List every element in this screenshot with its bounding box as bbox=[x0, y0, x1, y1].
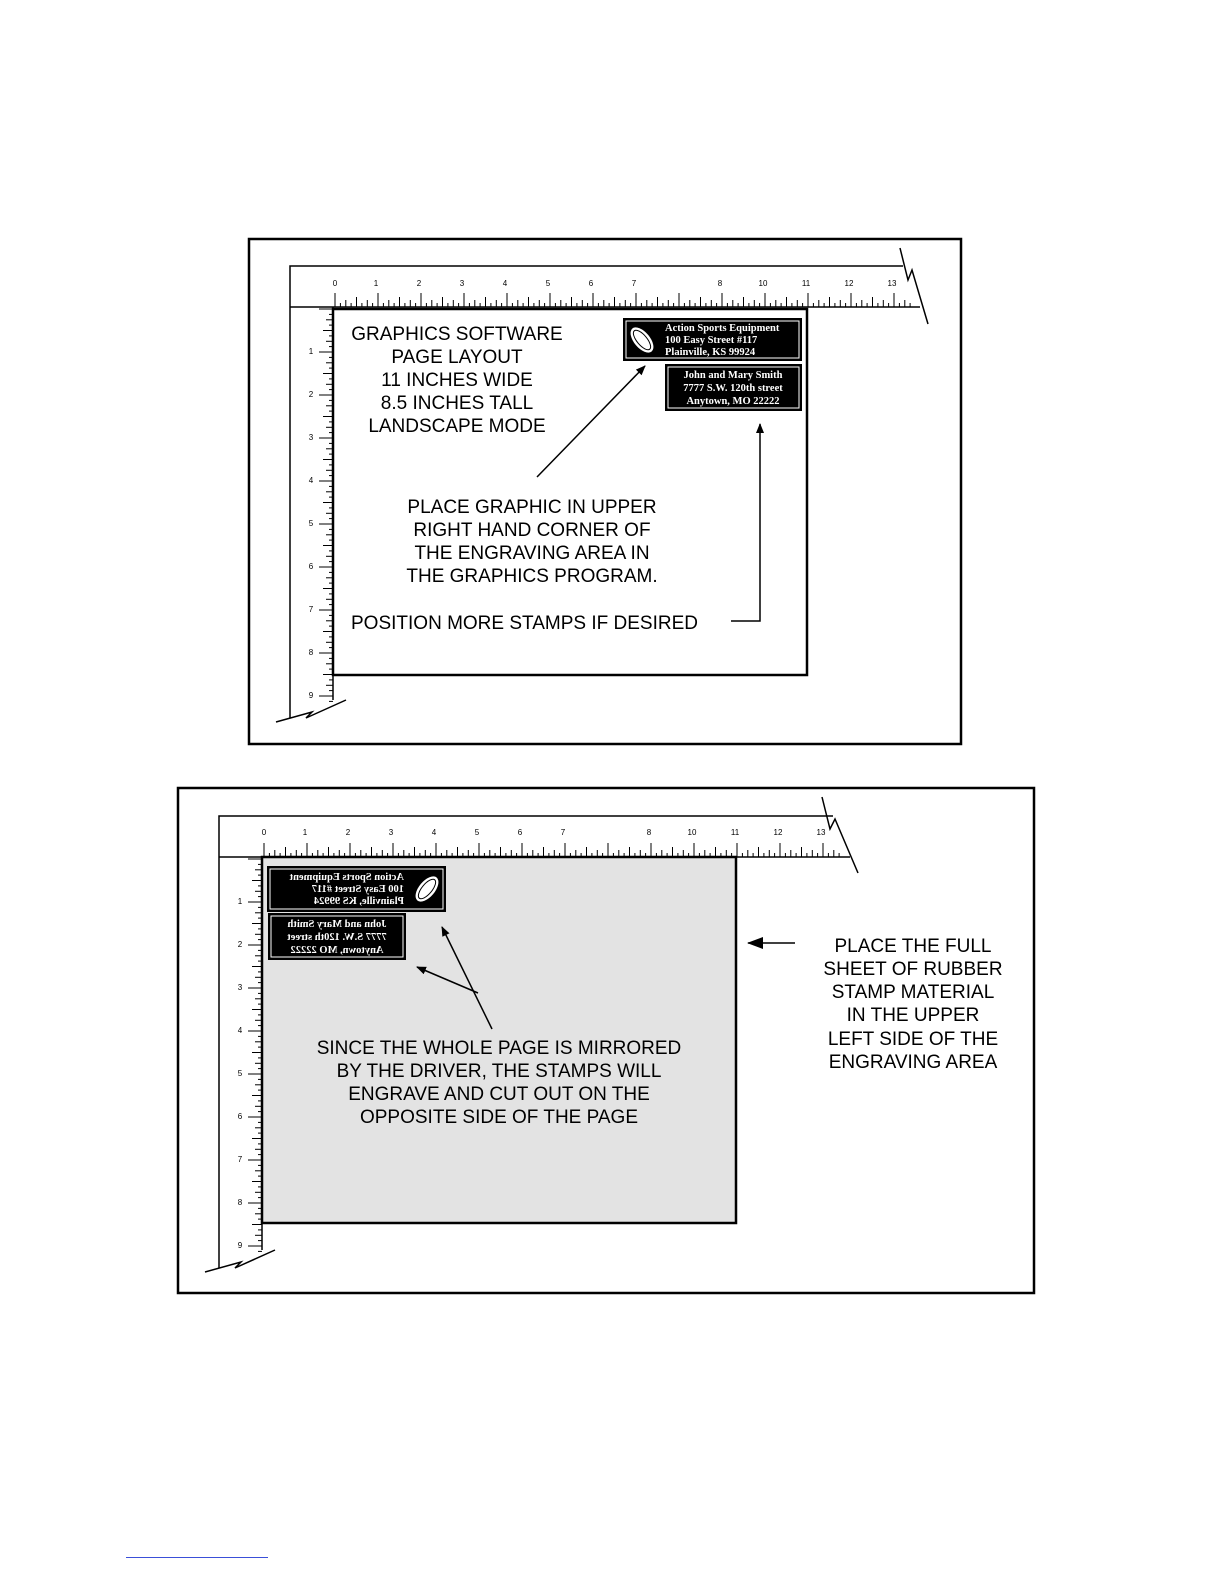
ruler-number: 7 bbox=[308, 605, 314, 614]
layout-line: LANDSCAPE MODE bbox=[368, 416, 546, 437]
ruler-number: 4 bbox=[502, 279, 508, 288]
ruler-number: 2 bbox=[308, 390, 314, 399]
ruler-number: 1 bbox=[302, 828, 308, 837]
more-stamps-label: POSITION MORE STAMPS IF DESIRED bbox=[351, 613, 698, 634]
stamp-line: John and Mary Smith bbox=[683, 370, 783, 381]
diagram-1-stamp-action-sports bbox=[623, 318, 802, 361]
mirror-line: ENGRAVE AND CUT OUT ON THE bbox=[348, 1084, 650, 1105]
ruler-number: 4 bbox=[237, 1026, 243, 1035]
diagram-2-place-text bbox=[823, 936, 1002, 1073]
ruler-number: 9 bbox=[308, 691, 314, 700]
place-line: STAMP MATERIAL bbox=[831, 982, 995, 1003]
ruler-number: 3 bbox=[459, 279, 465, 288]
ruler-number: 7 bbox=[631, 279, 637, 288]
ruler-number: 3 bbox=[237, 983, 243, 992]
stamp-line: 7777 S.W. 120th street bbox=[287, 932, 387, 943]
diagram-1-layout-text bbox=[351, 324, 562, 437]
instruction-line: RIGHT HAND CORNER OF bbox=[413, 520, 651, 541]
instruction-line: THE GRAPHICS PROGRAM. bbox=[406, 566, 658, 587]
ruler-number: 5 bbox=[237, 1069, 243, 1078]
ruler-number: 8 bbox=[646, 828, 652, 837]
ruler-number: 0 bbox=[261, 828, 267, 837]
place-line: PLACE THE FULL bbox=[834, 936, 992, 957]
mirror-line: SINCE THE WHOLE PAGE IS MIRRORED bbox=[316, 1038, 682, 1059]
stamp-line: 100 Easy Street #117 bbox=[311, 884, 404, 895]
ruler-number: 11 bbox=[801, 279, 811, 288]
mirror-line: OPPOSITE SIDE OF THE PAGE bbox=[359, 1107, 639, 1128]
diagram-1-side-ruler-numbers bbox=[309, 347, 314, 700]
ruler-number: 8 bbox=[308, 648, 314, 657]
place-line: LEFT SIDE OF THE bbox=[827, 1029, 999, 1050]
ruler-number: 8 bbox=[237, 1198, 243, 1207]
diagram-2-stamp-john-mary-mirrored bbox=[268, 913, 406, 960]
ruler-number: 2 bbox=[345, 828, 351, 837]
stamp-line: John and Mary Smith bbox=[287, 919, 387, 930]
place-line: ENGRAVING AREA bbox=[828, 1052, 998, 1073]
diagram-2-stamp-action-sports-mirrored bbox=[267, 866, 446, 912]
layout-line: PAGE LAYOUT bbox=[391, 347, 523, 368]
stamp-line: Plainville, KS 99924 bbox=[313, 896, 404, 907]
ruler-number: 4 bbox=[308, 476, 314, 485]
stamp-line: Plainville, KS 99924 bbox=[665, 347, 756, 358]
diagram-1 bbox=[249, 239, 961, 744]
footnote-rule bbox=[126, 1557, 268, 1558]
ruler-number: 5 bbox=[308, 519, 314, 528]
stamp-line: Anytown, MO 22222 bbox=[290, 945, 384, 956]
place-line: SHEET OF RUBBER bbox=[823, 959, 1003, 980]
ruler-number: 1 bbox=[308, 347, 314, 356]
ruler-number: 4 bbox=[431, 828, 437, 837]
ruler-number: 5 bbox=[474, 828, 480, 837]
ruler-number: 10 bbox=[687, 828, 697, 837]
stamp-line: Action Sports Equipment bbox=[289, 872, 404, 883]
ruler-number: 8 bbox=[717, 279, 723, 288]
ruler-number: 1 bbox=[373, 279, 379, 288]
ruler-number: 2 bbox=[237, 940, 243, 949]
layout-line: 11 INCHES WIDE bbox=[381, 370, 533, 391]
mirror-line: BY THE DRIVER, THE STAMPS WILL bbox=[336, 1061, 662, 1082]
stamp-line: Anytown, MO 22222 bbox=[686, 396, 780, 407]
place-line: IN THE UPPER bbox=[846, 1005, 980, 1026]
layout-line: 8.5 INCHES TALL bbox=[380, 393, 534, 414]
ruler-number: 11 bbox=[730, 828, 740, 837]
ruler-number: 12 bbox=[844, 279, 854, 288]
diagram-2-side-ruler-numbers bbox=[238, 897, 243, 1250]
diagram-2-top-ruler-ticks bbox=[264, 843, 839, 857]
stamp-line: Action Sports Equipment bbox=[665, 323, 780, 334]
ruler-number: 3 bbox=[308, 433, 314, 442]
ruler-number: 6 bbox=[517, 828, 523, 837]
ruler-number: 9 bbox=[237, 1241, 243, 1250]
diagram-1-side-ruler-ticks bbox=[319, 309, 333, 701]
ruler-number: 2 bbox=[416, 279, 422, 288]
layout-line: GRAPHICS SOFTWARE bbox=[351, 324, 563, 345]
ruler-number: 5 bbox=[545, 279, 551, 288]
ruler-number: 13 bbox=[887, 279, 897, 288]
ruler-number: 1 bbox=[237, 897, 243, 906]
ruler-number: 13 bbox=[816, 828, 826, 837]
ruler-number: 7 bbox=[237, 1155, 243, 1164]
diagram-2 bbox=[178, 788, 1034, 1293]
ruler-number: 3 bbox=[388, 828, 394, 837]
ruler-number: 6 bbox=[588, 279, 594, 288]
diagram-2-top-ruler-numbers bbox=[262, 828, 826, 837]
diagram-1-top-ruler-numbers bbox=[333, 279, 897, 288]
ruler-number: 6 bbox=[308, 562, 314, 571]
ruler-number: 10 bbox=[758, 279, 768, 288]
ruler-number: 6 bbox=[237, 1112, 243, 1121]
stamp-line: 7777 S.W. 120th street bbox=[683, 383, 783, 394]
ruler-number: 7 bbox=[560, 828, 566, 837]
stamp-line: 100 Easy Street #117 bbox=[665, 335, 758, 346]
ruler-number: 0 bbox=[332, 279, 338, 288]
diagram-2-side-ruler-ticks bbox=[248, 859, 262, 1251]
instruction-line: PLACE GRAPHIC IN UPPER bbox=[407, 497, 657, 518]
ruler-number: 12 bbox=[773, 828, 783, 837]
instruction-line: THE ENGRAVING AREA IN bbox=[414, 543, 650, 564]
diagram-1-stamp-john-mary bbox=[665, 364, 802, 411]
diagram-1-top-ruler-ticks bbox=[335, 293, 910, 307]
